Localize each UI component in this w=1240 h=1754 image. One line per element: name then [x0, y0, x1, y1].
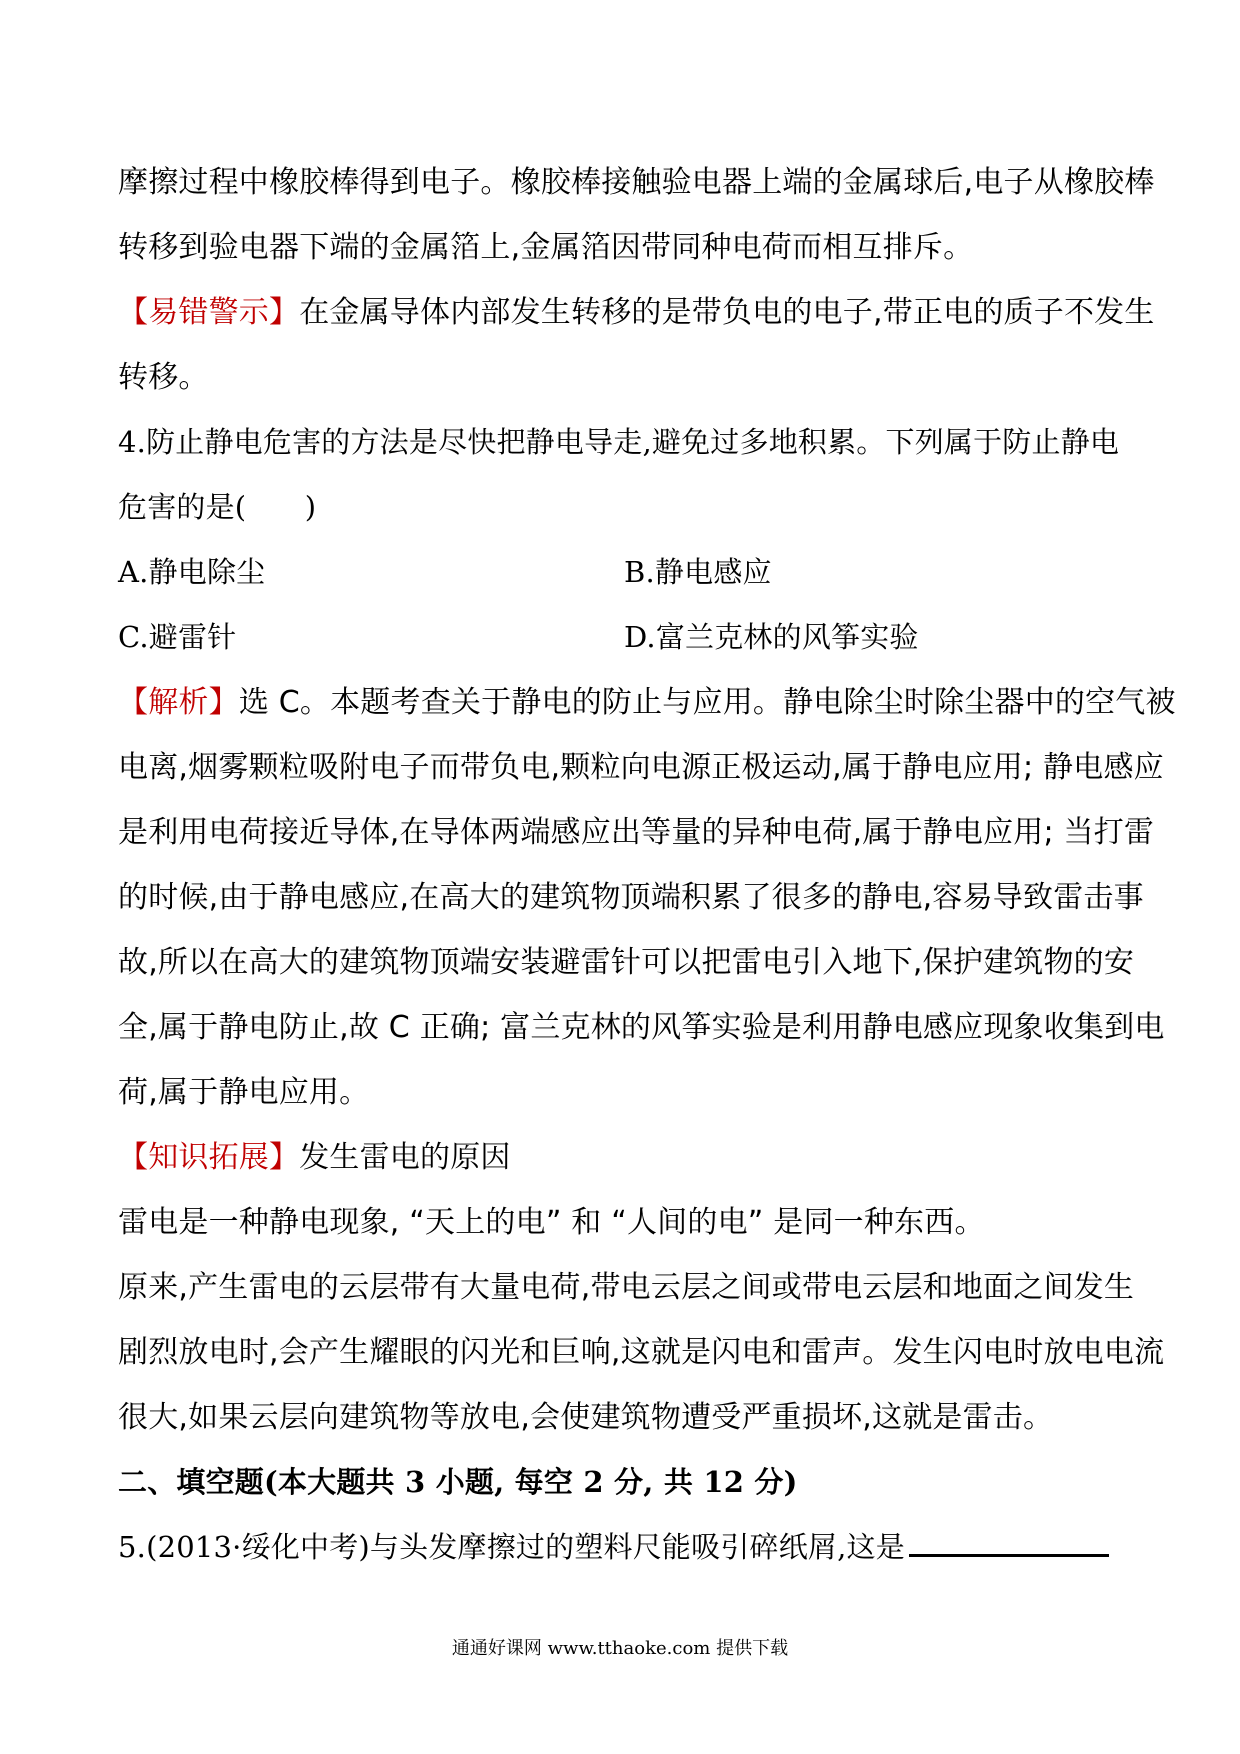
knowledge-line	[118, 1125, 1130, 1190]
text-line: 的时候,由于静电感应,在高大的建筑物顶端积累了很多的静电,容易导致雷击事	[118, 880, 1144, 915]
analysis-line	[118, 670, 1176, 735]
options-row	[118, 540, 1130, 605]
question-4-stem-cont: 危害的是( )	[118, 490, 317, 524]
text-line: 全,属于静电防止,故 C 正确; 富兰克林的风筝实验是利用静电感应现象收集到电	[118, 1010, 1165, 1045]
question-4-stem: 4.防止静电危害的方法是尽快把静电导走,避免过多地积累。下列属于防止静电	[118, 425, 1120, 459]
question-5-text: 5.(2013·绥化中考)与头发摩擦过的塑料尺能吸引碎纸屑,这是	[118, 1530, 905, 1564]
question-5-stem	[118, 1515, 1130, 1580]
text-line: 原来,产生雷电的云层带有大量电荷,带电云层之间或带电云层和地面之间发生	[118, 1270, 1135, 1305]
document-body	[118, 150, 1176, 1580]
text-line: 剧烈放电时,会产生耀眼的闪光和巨响,这就是闪电和雷声。发生闪电时放电电流	[118, 1335, 1165, 1370]
text-line: 很大,如果云层向建筑物等放电,会使建筑物遭受严重损坏,这就是雷击。	[118, 1400, 1054, 1435]
analysis-tag: 【解析】	[118, 685, 239, 720]
option-d: D.富兰克林的风筝实验	[624, 620, 919, 654]
analysis-text: 选 C。本题考查关于静电的防止与应用。静电除尘时除尘器中的空气被	[238, 685, 1176, 720]
options-row	[118, 605, 1130, 670]
option-b: B.静电感应	[624, 555, 772, 589]
text-line: 荷,属于静电应用。	[118, 1075, 370, 1110]
knowledge-tag: 【知识拓展】	[118, 1140, 300, 1175]
text-line: 雷电是一种静电现象, “天上的电” 和 “人间的电” 是同一种东西。	[118, 1205, 985, 1240]
option-a: A.静电除尘	[118, 555, 266, 589]
warning-tag: 【易错警示】	[118, 295, 300, 330]
page-footer: 通通好课网 www.tthaoke.com 提供下载	[451, 1638, 789, 1659]
text-line: 故,所以在高大的建筑物顶端安装避雷针可以把雷电引入地下,保护建筑物的安	[118, 945, 1135, 980]
text-line: 转移。	[118, 360, 209, 395]
warning-text: 在金属导体内部发生转移的是带负电的电子,带正电的质子不发生	[299, 295, 1155, 330]
warning-line	[118, 280, 1155, 345]
section-heading: 二、填空题(本大题共 3 小题, 每空 2 分, 共 12 分)	[118, 1465, 798, 1499]
answer-blank[interactable]	[909, 1524, 1109, 1557]
text-line: 摩擦过程中橡胶棒得到电子。橡胶棒接触验电器上端的金属球后,电子从橡胶棒	[118, 165, 1155, 200]
option-c: C.避雷针	[118, 620, 237, 654]
text-line: 电离,烟雾颗粒吸附电子而带负电,颗粒向电源正极运动,属于静电应用; 静电感应	[118, 750, 1164, 785]
text-line: 是利用电荷接近导体,在导体两端感应出等量的异种电荷,属于静电应用; 当打雷	[118, 815, 1155, 850]
knowledge-title: 发生雷电的原因	[299, 1140, 511, 1175]
text-line: 转移到验电器下端的金属箔上,金属箔因带同种电荷而相互排斥。	[118, 230, 974, 265]
